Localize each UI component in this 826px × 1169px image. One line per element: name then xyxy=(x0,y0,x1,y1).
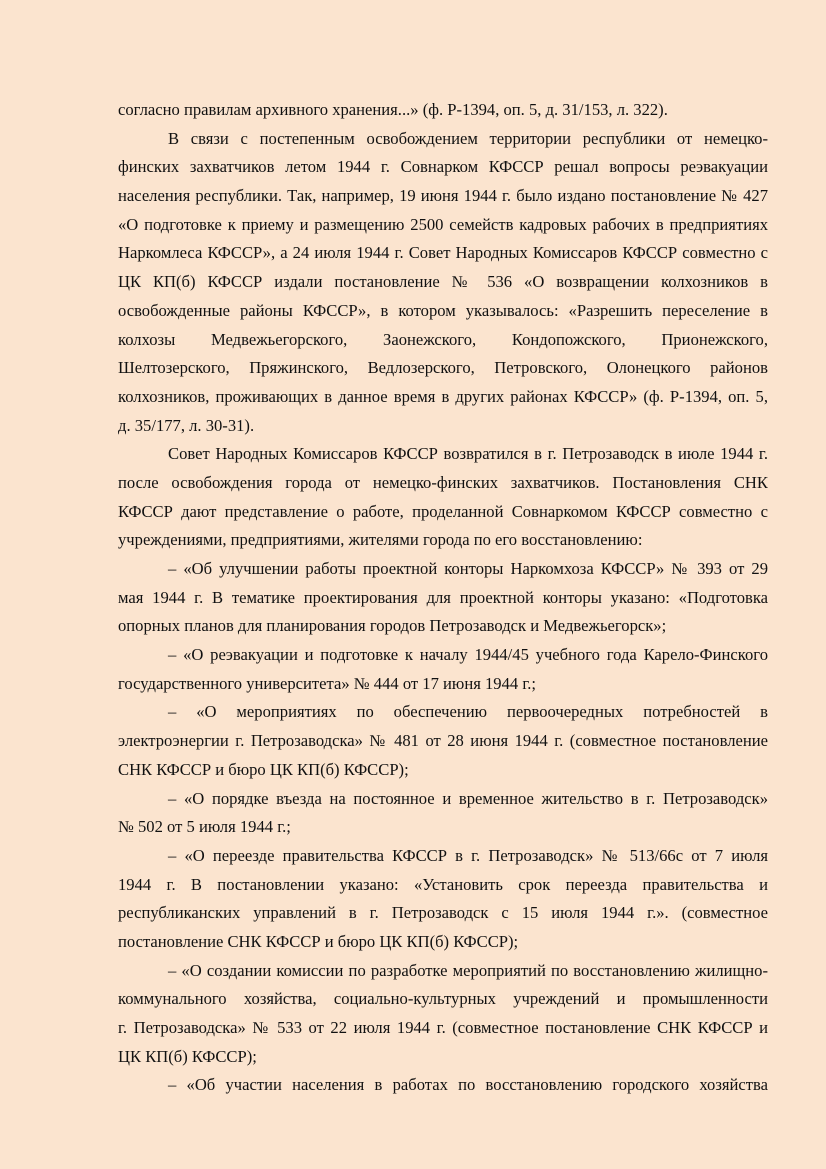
text-line: финских захватчиков летом 1944 г. Совнарком КФССР решал вопросы реэвакуации xyxy=(118,157,768,177)
text-line: 1944 г. В постановлении указано: «Установить срок переезда правительства и xyxy=(118,874,768,894)
text-line: СНК КФССР и бюро ЦК КП(б) КФССР); xyxy=(118,759,409,779)
text-line: № 502 от 5 июля 1944 г.; xyxy=(118,817,291,837)
text-line: – «Об улучшении работы проектной конторы Наркомхоза КФССР» № 393 от 29 xyxy=(168,559,768,578)
text-line: постановление СНК КФССР и бюро ЦК КП(б) КФССР); xyxy=(118,931,519,951)
text-line: населения республики. Так, например, 19 июня 1944 г. было издано постановление № 427 xyxy=(118,186,768,206)
text-line: опорных планов для планирования городов Петрозаводск и Медвежьегорск»; xyxy=(118,616,667,636)
text-line: – «О создании комиссии по разработке мероприятий по восстановлению жилищно- xyxy=(168,960,768,980)
text-line: г. Петрозаводска» № 533 от 22 июля 1944 г. (совместное постановление СНК КФССР и xyxy=(118,1018,768,1037)
text-line: колхозников, проживающих в данное время в других районах КФССР» (ф. Р-1394, оп. 5, xyxy=(118,386,768,406)
text-line: Шелтозерского, Пряжинского, Ведлозерского, Петровского, Олонецкого районов xyxy=(118,358,768,378)
text-line: после освобождения города от немецко-финских захватчиков. Постановления СНК xyxy=(118,472,768,492)
document-body xyxy=(118,96,768,1100)
text-line: ЦК КП(б) КФССР); xyxy=(118,1046,257,1066)
text-line: В связи с постепенным освобождением территории республики от немецко- xyxy=(168,128,768,148)
text-line: ЦК КП(б) КФССР издали постановление № 536 «О возвращении колхозников в xyxy=(118,272,768,292)
text-line: – «О переезде правительства КФССР в г. Петрозаводск» № 513/66с от 7 июля xyxy=(168,845,768,865)
text-line: согласно правилам архивного хранения...» (ф. Р-1394, оп. 5, д. 31/153, л. 322). xyxy=(118,100,668,119)
text-line: – «О мероприятиях по обеспечению первоочередных потребностей в xyxy=(168,702,768,722)
text-line: государственного университета» № 444 от 17 июня 1944 г.; xyxy=(118,673,537,693)
text-line: – «О реэвакуации и подготовке к началу 1944/45 учебного года Карело-Финского xyxy=(168,645,768,665)
text-line: Наркомлеса КФССР», а 24 июля 1944 г. Совет Народных Комиссаров КФССР совместно с xyxy=(118,243,768,263)
text-line: республиканских управлений в г. Петрозаводск с 15 июля 1944 г.». (совместное xyxy=(118,903,768,923)
text-line: коммунального хозяйства, социально-культурных учреждений и промышленности xyxy=(118,989,768,1009)
text-line: мая 1944 г. В тематике проектирования для проектной конторы указано: «Подготовка xyxy=(118,587,768,607)
text-line: Совет Народных Комиссаров КФССР возвратился в г. Петрозаводск в июле 1944 г. xyxy=(168,444,768,464)
text-line: колхозы Медвежьегорского, Заонежского, Кондопожского, Прионежского, xyxy=(118,329,768,349)
text-line: – «Об участии населения в работах по восстановлению городского хозяйства xyxy=(168,1075,768,1095)
text-line: КФССР дают представление о работе, проделанной Совнаркомом КФССР совместно с xyxy=(118,501,768,521)
text-line: освобожденные районы КФССР», в котором указывалось: «Разрешить переселение в xyxy=(118,300,768,320)
text-line: – «О порядке въезда на постоянное и временное жительство в г. Петрозаводск» xyxy=(168,788,768,808)
text-line: «О подготовке к приему и размещению 2500 семейств кадровых рабочих в предприятиях xyxy=(118,214,768,234)
text-line: электроэнергии г. Петрозаводска» № 481 от 28 июня 1944 г. (совместное постановление xyxy=(118,731,768,751)
text-line: учреждениями, предприятиями, жителями города по его восстановлению: xyxy=(118,530,643,550)
text-line: д. 35/177, л. 30-31). xyxy=(118,415,255,435)
